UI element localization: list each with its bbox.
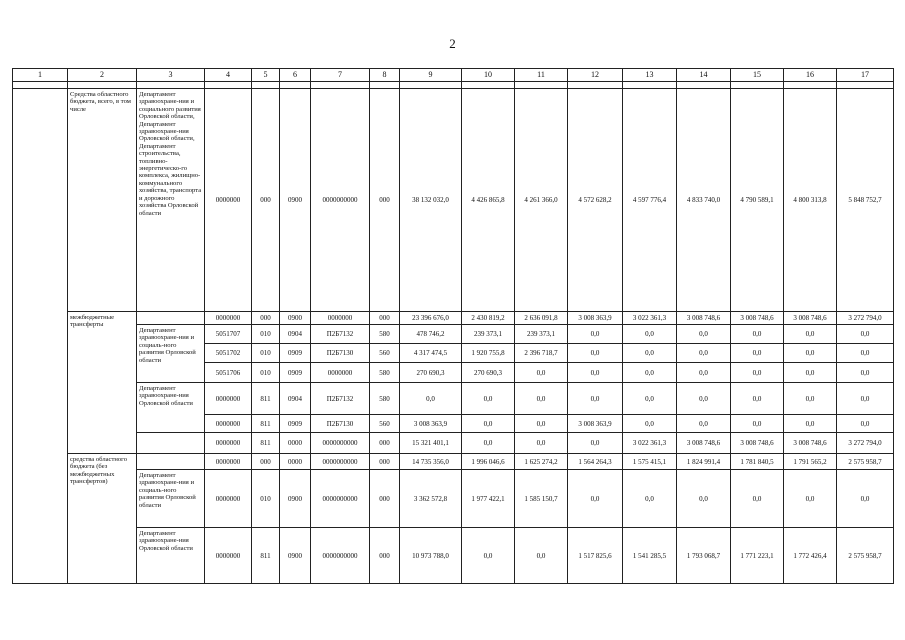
table-row bbox=[13, 383, 894, 415]
cell-c7: П2Б7130 bbox=[311, 415, 370, 433]
cell-c4: 0000000 bbox=[205, 415, 252, 433]
cell-c12: 0,0 bbox=[568, 325, 623, 344]
cell-c17: 5 848 752,7 bbox=[837, 89, 894, 312]
cell-c12: 3 008 363,9 bbox=[568, 415, 623, 433]
cell-c8: 580 bbox=[370, 383, 400, 415]
cell-c17: 3 272 794,0 bbox=[837, 433, 894, 454]
cell-c13: 3 022 361,3 bbox=[623, 312, 677, 325]
header-cell: 8 bbox=[370, 69, 400, 82]
cell-c15: 3 008 748,6 bbox=[731, 312, 784, 325]
cell-c4: 5051707 bbox=[205, 325, 252, 344]
cell-c13: 1 575 415,1 bbox=[623, 454, 677, 470]
cell-c14: 4 833 740,0 bbox=[677, 89, 731, 312]
cell-c11: 0,0 bbox=[515, 363, 568, 383]
page-number: 2 bbox=[449, 36, 456, 51]
cell-c14: 0,0 bbox=[677, 415, 731, 433]
table-row bbox=[13, 312, 894, 325]
header-cell: 16 bbox=[784, 69, 837, 82]
cell-c6: 0904 bbox=[280, 325, 311, 344]
cell-c6: 0909 bbox=[280, 415, 311, 433]
cell-c11: 2 396 718,7 bbox=[515, 344, 568, 363]
cell-c17: 0,0 bbox=[837, 383, 894, 415]
cell-c17: 0,0 bbox=[837, 363, 894, 383]
cell-c4: 5051702 bbox=[205, 344, 252, 363]
cell-c9: 38 132 032,0 bbox=[400, 89, 462, 312]
cell-c6: 0000 bbox=[280, 433, 311, 454]
cell-c11: 1 625 274,2 bbox=[515, 454, 568, 470]
cell-c6: 0909 bbox=[280, 344, 311, 363]
cell-c16: 1 791 565,2 bbox=[784, 454, 837, 470]
cell-c16: 0,0 bbox=[784, 470, 837, 528]
cell-c12: 0,0 bbox=[568, 363, 623, 383]
cell-c8: 000 bbox=[370, 312, 400, 325]
cell-c8: 000 bbox=[370, 528, 400, 584]
cell-c5: 010 bbox=[252, 363, 280, 383]
cell-c10: 0,0 bbox=[462, 383, 515, 415]
header-cell: 4 bbox=[205, 69, 252, 82]
cell-c10: 1 920 755,8 bbox=[462, 344, 515, 363]
cell-c12: 0,0 bbox=[568, 470, 623, 528]
cell-c11: 0,0 bbox=[515, 528, 568, 584]
cell-c11: 0,0 bbox=[515, 433, 568, 454]
cell-c10: 4 426 865,8 bbox=[462, 89, 515, 312]
cell-c15: 0,0 bbox=[731, 363, 784, 383]
cell-c5: 010 bbox=[252, 344, 280, 363]
cell-c8: 000 bbox=[370, 454, 400, 470]
cell-c7: 0000000 bbox=[311, 312, 370, 325]
table-row bbox=[13, 470, 894, 528]
header-row bbox=[13, 69, 894, 82]
cell-c5: 811 bbox=[252, 415, 280, 433]
cell-c11: 0,0 bbox=[515, 383, 568, 415]
header-cell: 1 bbox=[13, 69, 68, 82]
cell-c17: 3 272 794,0 bbox=[837, 312, 894, 325]
header-cell: 2 bbox=[68, 69, 137, 82]
cell-c6: 0900 bbox=[280, 528, 311, 584]
cell-c16: 0,0 bbox=[784, 415, 837, 433]
table-row bbox=[13, 433, 894, 454]
cell-c7: 0000000000 bbox=[311, 528, 370, 584]
cell-c12: 3 008 363,9 bbox=[568, 312, 623, 325]
blank-cell bbox=[137, 454, 205, 470]
header-cell: 10 bbox=[462, 69, 515, 82]
cell-c4: 0000000 bbox=[205, 312, 252, 325]
cell-c15: 0,0 bbox=[731, 415, 784, 433]
cell-c9: 4 317 474,5 bbox=[400, 344, 462, 363]
cell-c7: 0000000 bbox=[311, 363, 370, 383]
cell-c9: 478 746,2 bbox=[400, 325, 462, 344]
label-total: Средства областного бюджета, всего, в том числе bbox=[68, 89, 137, 312]
cell-c10: 239 373,1 bbox=[462, 325, 515, 344]
cell-c12: 0,0 bbox=[568, 383, 623, 415]
cell-c5: 811 bbox=[252, 528, 280, 584]
cell-c13: 3 022 361,3 bbox=[623, 433, 677, 454]
cell-c15: 0,0 bbox=[731, 344, 784, 363]
cell-c8: 580 bbox=[370, 363, 400, 383]
cell-c4: 0000000 bbox=[205, 383, 252, 415]
cell-c15: 4 790 589,1 bbox=[731, 89, 784, 312]
cell-c10: 270 690,3 bbox=[462, 363, 515, 383]
header-cell: 11 bbox=[515, 69, 568, 82]
cell-c16: 4 800 313,8 bbox=[784, 89, 837, 312]
cell-c13: 0,0 bbox=[623, 415, 677, 433]
cell-c7: П2Б7132 bbox=[311, 383, 370, 415]
cell-c5: 811 bbox=[252, 433, 280, 454]
cell-c7: 0000000000 bbox=[311, 433, 370, 454]
cell-c16: 0,0 bbox=[784, 325, 837, 344]
cell-c6: 0900 bbox=[280, 89, 311, 312]
cell-c5: 000 bbox=[252, 312, 280, 325]
cell-c4: 0000000 bbox=[205, 433, 252, 454]
cell-c4: 5051706 bbox=[205, 363, 252, 383]
cell-c14: 0,0 bbox=[677, 383, 731, 415]
cell-c11: 2 636 091,8 bbox=[515, 312, 568, 325]
cell-c5: 010 bbox=[252, 325, 280, 344]
cell-c14: 0,0 bbox=[677, 325, 731, 344]
cell-c15: 0,0 bbox=[731, 383, 784, 415]
blank-cell bbox=[13, 89, 68, 584]
cell-c11: 4 261 366,0 bbox=[515, 89, 568, 312]
cell-c11: 0,0 bbox=[515, 415, 568, 433]
cell-c12: 1 564 264,3 bbox=[568, 454, 623, 470]
cell-c15: 3 008 748,6 bbox=[731, 433, 784, 454]
cell-c9: 23 396 676,0 bbox=[400, 312, 462, 325]
header-cell: 3 bbox=[137, 69, 205, 82]
cell-c10: 1 977 422,1 bbox=[462, 470, 515, 528]
cell-c10: 0,0 bbox=[462, 415, 515, 433]
cell-c15: 0,0 bbox=[731, 470, 784, 528]
cell-c13: 0,0 bbox=[623, 344, 677, 363]
cell-c16: 1 772 426,4 bbox=[784, 528, 837, 584]
cell-c16: 0,0 bbox=[784, 383, 837, 415]
budget-table bbox=[12, 68, 894, 584]
cell-c16: 0,0 bbox=[784, 363, 837, 383]
header-cell: 12 bbox=[568, 69, 623, 82]
cell-c4: 0000000 bbox=[205, 470, 252, 528]
cell-c10: 2 430 819,2 bbox=[462, 312, 515, 325]
cell-c14: 3 008 748,6 bbox=[677, 433, 731, 454]
cell-c9: 15 321 401,1 bbox=[400, 433, 462, 454]
header-cell: 14 bbox=[677, 69, 731, 82]
cell-c4: 0000000 bbox=[205, 454, 252, 470]
header-cell: 9 bbox=[400, 69, 462, 82]
cell-c17: 0,0 bbox=[837, 344, 894, 363]
cell-c14: 0,0 bbox=[677, 363, 731, 383]
cell-c8: 000 bbox=[370, 470, 400, 528]
spacer-row bbox=[13, 82, 894, 89]
cell-c15: 1 781 840,5 bbox=[731, 454, 784, 470]
cell-c12: 1 517 825,6 bbox=[568, 528, 623, 584]
cell-c13: 0,0 bbox=[623, 325, 677, 344]
cell-c5: 000 bbox=[252, 89, 280, 312]
label-transfers: межбюджетные трансферты bbox=[68, 312, 137, 454]
cell-c10: 1 996 046,6 bbox=[462, 454, 515, 470]
cell-c4: 0000000 bbox=[205, 89, 252, 312]
cell-c13: 4 597 776,4 bbox=[623, 89, 677, 312]
cell-c10: 0,0 bbox=[462, 528, 515, 584]
cell-c8: 560 bbox=[370, 415, 400, 433]
cell-c9: 0,0 bbox=[400, 383, 462, 415]
blank-cell bbox=[137, 312, 205, 325]
agency-health-transfers: Департамент здравоохране-ния Орловской области bbox=[137, 383, 205, 433]
cell-c6: 0900 bbox=[280, 312, 311, 325]
cell-c8: 560 bbox=[370, 344, 400, 363]
table-row bbox=[13, 325, 894, 344]
cell-c15: 1 771 223,1 bbox=[731, 528, 784, 584]
cell-c14: 0,0 bbox=[677, 344, 731, 363]
table-row bbox=[13, 528, 894, 584]
cell-c14: 1 793 068,7 bbox=[677, 528, 731, 584]
cell-c9: 3 008 363,9 bbox=[400, 415, 462, 433]
cell-c14: 3 008 748,6 bbox=[677, 312, 731, 325]
cell-c17: 0,0 bbox=[837, 470, 894, 528]
cell-c11: 1 585 150,7 bbox=[515, 470, 568, 528]
cell-c16: 0,0 bbox=[784, 344, 837, 363]
cell-c13: 0,0 bbox=[623, 363, 677, 383]
cell-c9: 270 690,3 bbox=[400, 363, 462, 383]
cell-c12: 0,0 bbox=[568, 344, 623, 363]
header-cell: 7 bbox=[311, 69, 370, 82]
cell-c14: 0,0 bbox=[677, 470, 731, 528]
cell-c6: 0900 bbox=[280, 470, 311, 528]
table-row bbox=[13, 89, 894, 312]
cell-c7: П2Б7130 bbox=[311, 344, 370, 363]
cell-c7: 0000000000 bbox=[311, 470, 370, 528]
agency-all: Департамент здравоохране-ния и социального развития Орловской области, Департамент здравоохране-ния Орловской области, Департамент строительства, топливно-энергетическо-го комплекса, жилищно-коммунального хозяйства, транспорта и дорожного хозяйства Орловской области bbox=[137, 89, 205, 312]
label-own-funds: средства областного бюджета (без межбюджетных трансфертов) bbox=[68, 454, 137, 584]
cell-c5: 811 bbox=[252, 383, 280, 415]
header-cell: 13 bbox=[623, 69, 677, 82]
cell-c8: 000 bbox=[370, 89, 400, 312]
cell-c12: 0,0 bbox=[568, 433, 623, 454]
cell-c17: 2 575 958,7 bbox=[837, 528, 894, 584]
cell-c6: 0904 bbox=[280, 383, 311, 415]
cell-c15: 0,0 bbox=[731, 325, 784, 344]
cell-c9: 3 362 572,8 bbox=[400, 470, 462, 528]
agency-social-own: Департамент здравоохране-ния и социаль-ного развития Орловской области bbox=[137, 470, 205, 528]
cell-c11: 239 373,1 bbox=[515, 325, 568, 344]
cell-c5: 010 bbox=[252, 470, 280, 528]
cell-c17: 0,0 bbox=[837, 415, 894, 433]
cell-c7: П2Б7132 bbox=[311, 325, 370, 344]
cell-c16: 3 008 748,6 bbox=[784, 312, 837, 325]
cell-c17: 0,0 bbox=[837, 325, 894, 344]
cell-c10: 0,0 bbox=[462, 433, 515, 454]
cell-c4: 0000000 bbox=[205, 528, 252, 584]
cell-c17: 2 575 958,7 bbox=[837, 454, 894, 470]
cell-c13: 0,0 bbox=[623, 470, 677, 528]
cell-c7: 0000000000 bbox=[311, 454, 370, 470]
header-cell: 6 bbox=[280, 69, 311, 82]
agency-social: Департамент здравоохране-ния и социаль-ного развития Орловской области bbox=[137, 325, 205, 383]
cell-c6: 0909 bbox=[280, 363, 311, 383]
cell-c14: 1 824 991,4 bbox=[677, 454, 731, 470]
table-row bbox=[13, 454, 894, 470]
cell-c16: 3 008 748,6 bbox=[784, 433, 837, 454]
blank-cell bbox=[137, 433, 205, 454]
cell-c9: 14 735 356,0 bbox=[400, 454, 462, 470]
cell-c8: 000 bbox=[370, 433, 400, 454]
cell-c7: 0000000000 bbox=[311, 89, 370, 312]
cell-c8: 580 bbox=[370, 325, 400, 344]
cell-c13: 0,0 bbox=[623, 383, 677, 415]
cell-c12: 4 572 628,2 bbox=[568, 89, 623, 312]
cell-c6: 0000 bbox=[280, 454, 311, 470]
cell-c13: 1 541 285,5 bbox=[623, 528, 677, 584]
header-cell: 17 bbox=[837, 69, 894, 82]
header-cell: 5 bbox=[252, 69, 280, 82]
agency-health-own: Департамент здравоохране-ния Орловской области bbox=[137, 528, 205, 584]
cell-c9: 10 973 788,0 bbox=[400, 528, 462, 584]
cell-c5: 000 bbox=[252, 454, 280, 470]
header-cell: 15 bbox=[731, 69, 784, 82]
